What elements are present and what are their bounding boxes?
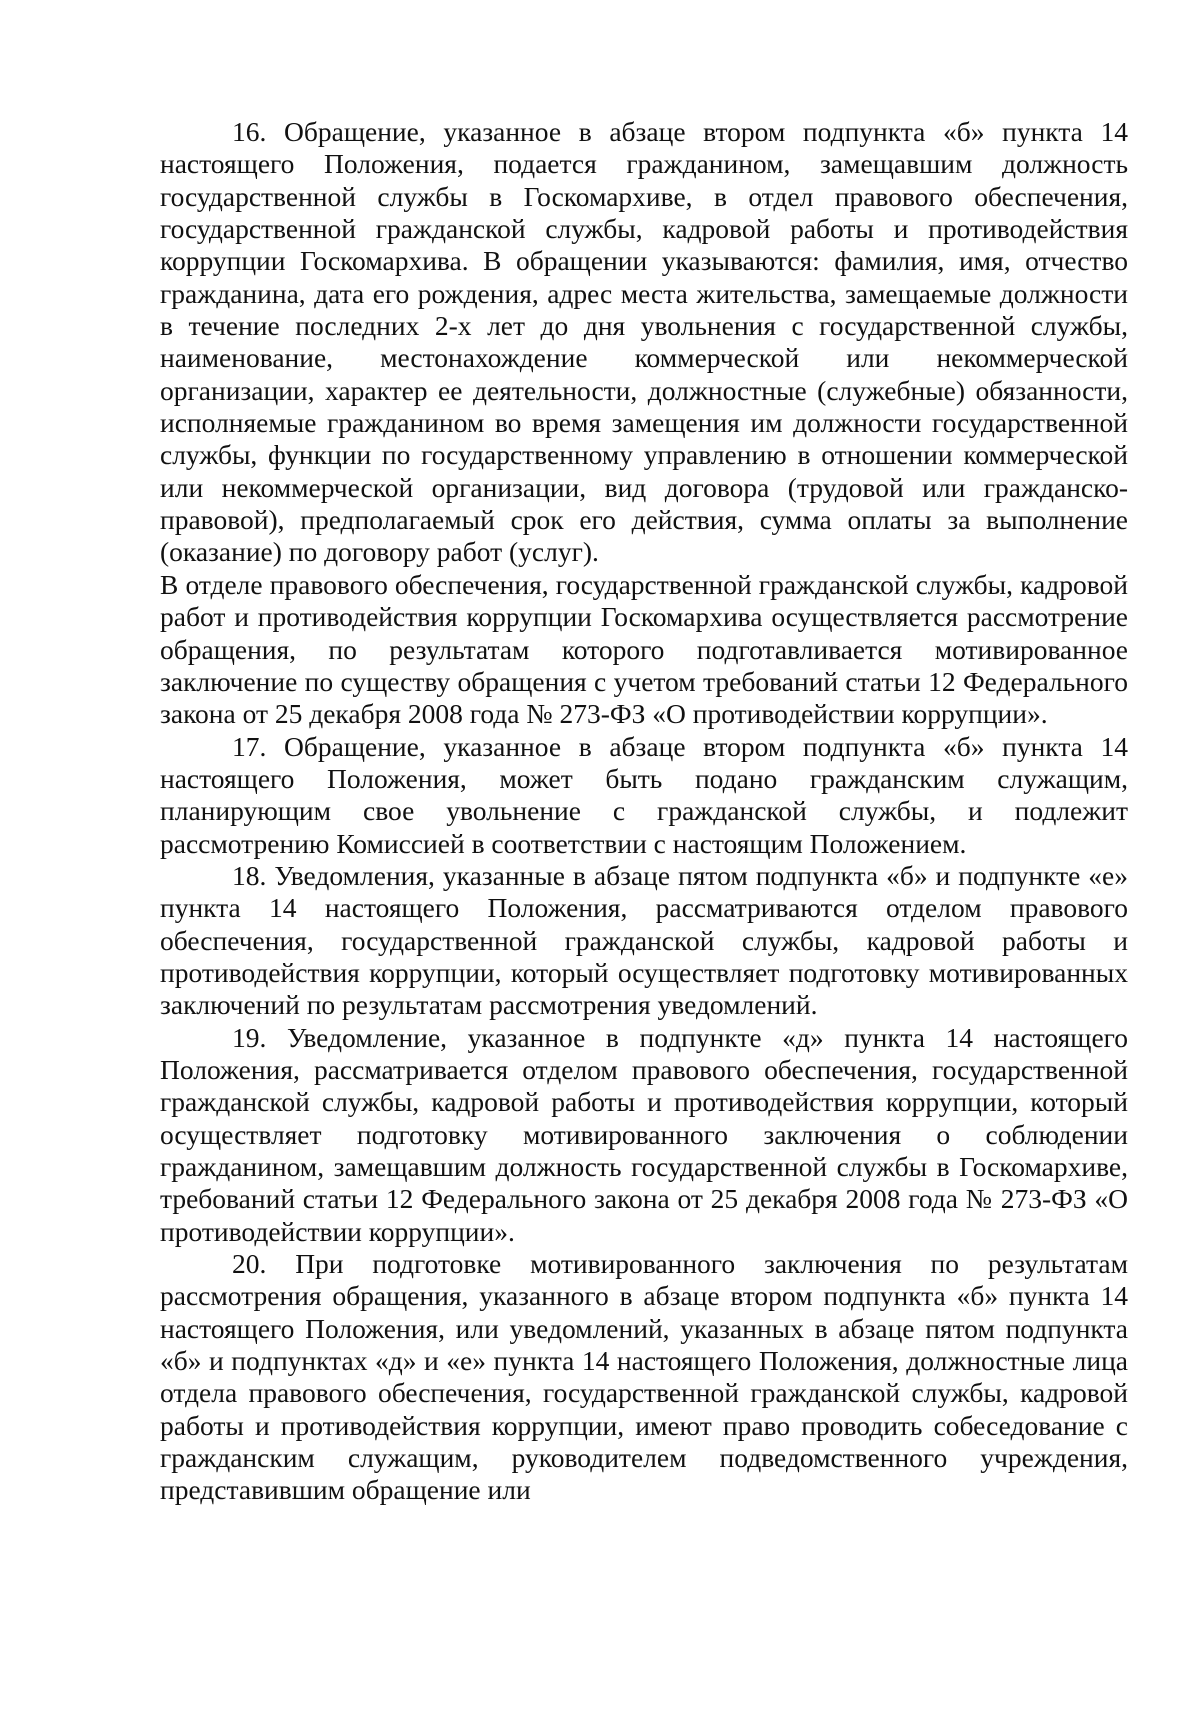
paragraph-17: 17. Обращение, указанное в абзаце втором подпункта «б» пункта 14 настоящего Положения, может быть подано гражданским служащим, планирующим свое увольнение с гражданской службы, и подлежит рассмотрению Комиссией в соответствии с настоящим Положением. (160, 730, 1128, 859)
paragraph-18: 18. Уведомления, указанные в абзаце пятом подпункта «б» и подпункте «е» пункта 14 настоящего Положения, рассматриваются отделом правового обеспечения, государственной гражданской службы, кадровой работы и противодействия коррупции, который осуществляет подготовку мотивированных заключений по результатам рассмотрения уведомлений. (160, 859, 1128, 1021)
paragraph-19: 19. Уведомление, указанное в подпункте «д» пункта 14 настоящего Положения, рассматривается отделом правового обеспечения, государственной гражданской службы, кадровой работы и противодействия коррупции, который осуществляет подготовку мотивированного заключения о соблюдении гражданином, замещавшим должность государственной службы в Госкомархиве, требований статьи 12 Федерального закона от 25 декабря 2008 года № 273-ФЗ «О противодействии коррупции». (160, 1021, 1128, 1247)
paragraph-16: 16. Обращение, указанное в абзаце втором подпункта «б» пункта 14 настоящего Положения, подается гражданином, замещавшим должность государственной службы в Госкомархиве, в отдел правового обеспечения, государственной гражданской службы, кадровой работы и противодействия коррупции Госкомархива. В обращении указываются: фамилия, имя, отчество гражданина, дата его рождения, адрес места жительства, замещаемые должности в течение последних 2-х лет до дня увольнения с государственной службы, наименование, местонахождение коммерческой или некоммерческой организации, характер ее деятельности, должностные (служебные) обязанности, исполняемые гражданином во время замещения им должности государственной службы, функции по государственному управлению в отношении коммерческой или некоммерческой организации, вид договора (трудовой или гражданско-правовой), предполагаемый срок его действия, сумма оплаты за выполнение (оказание) по договору работ (услуг). (160, 116, 1128, 568)
paragraph-16-continuation: В отделе правового обеспечения, государственной гражданской службы, кадровой работ и противодействия коррупции Госкомархива осуществляется рассмотрение обращения, по результатам которого подготавливается мотивированное заключение по существу обращения с учетом требований статьи 12 Федерального закона от 25 декабря 2008 года № 273-ФЗ «О противодействии коррупции». (160, 568, 1128, 730)
document-body (160, 116, 1128, 1507)
paragraph-20: 20. При подготовке мотивированного заключения по результатам рассмотрения обращения, указанного в абзаце втором подпункта «б» пункта 14 настоящего Положения, или уведомлений, указанных в абзаце пятом подпункта «б» и подпунктах «д» и «е» пункта 14 настоящего Положения, должностные лица отдела правового обеспечения, государственной гражданской службы, кадровой работы и противодействия коррупции, имеют право проводить собеседование с гражданским служащим, руководителем подведомственного учреждения, представившим обращение или (160, 1248, 1128, 1506)
